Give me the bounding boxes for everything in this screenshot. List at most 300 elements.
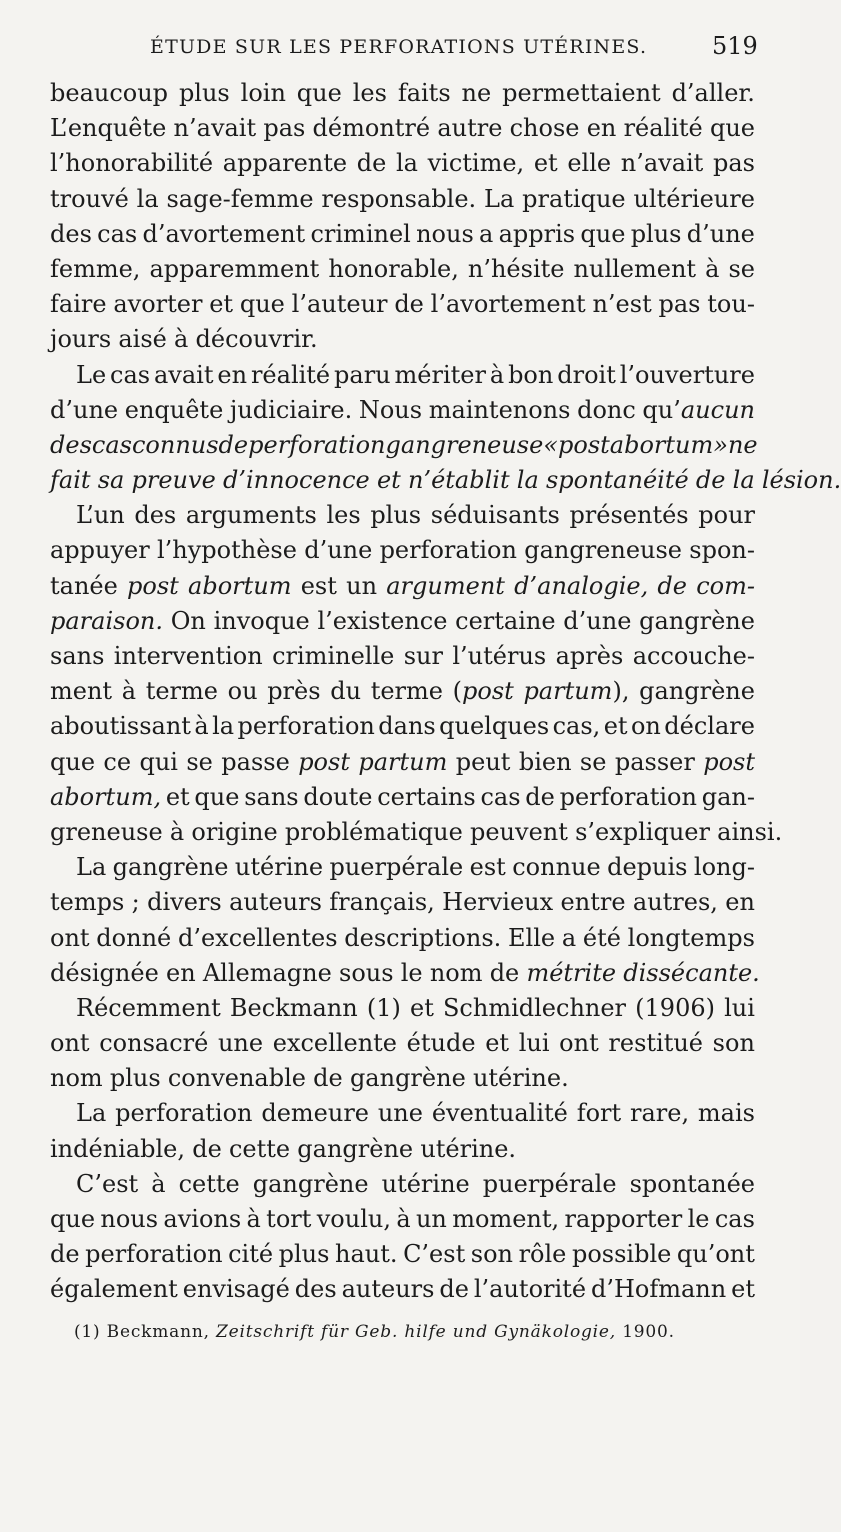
text-line [50, 498, 755, 533]
word: ainsi. [717, 817, 783, 846]
word: paru [334, 360, 391, 389]
word: femme, [50, 254, 141, 283]
text-line [50, 428, 758, 463]
word: criminel [310, 219, 411, 248]
word: à [194, 712, 209, 741]
word: Elle [508, 923, 556, 952]
text-line [50, 1237, 755, 1272]
word: perforation [85, 1240, 223, 1269]
word: convenable [167, 1064, 306, 1093]
word: depuis [607, 853, 688, 882]
word: présentés [569, 501, 689, 530]
text-line [50, 217, 755, 252]
word: post [558, 430, 610, 459]
word: Beckmann [229, 993, 358, 1022]
word: nous [100, 1205, 159, 1233]
page-header [0, 32, 800, 76]
word: des [50, 219, 92, 248]
word: qu’aucun [642, 395, 755, 424]
word: jours [50, 325, 112, 354]
word: n’avait [620, 149, 704, 178]
word: post [703, 747, 755, 776]
text-line [50, 146, 755, 181]
word: bien [518, 747, 572, 776]
word: donc [577, 395, 636, 424]
word: plus [278, 1240, 330, 1269]
word: honorable, [328, 254, 459, 283]
word: de [313, 1064, 343, 1093]
word: une [217, 1029, 264, 1058]
word: cité [228, 1240, 274, 1269]
word: cas, [552, 712, 601, 741]
word: d’excellentes [177, 923, 338, 952]
word: bon [508, 360, 554, 389]
word: « [543, 430, 559, 459]
word: d’aller. [671, 79, 755, 107]
word: et [409, 993, 434, 1022]
body-text [50, 76, 841, 1308]
text-line [50, 674, 755, 709]
word: donné [96, 923, 172, 952]
word: terme [145, 677, 218, 706]
word: de [50, 1240, 80, 1269]
word: de [394, 290, 424, 319]
word: que [50, 1205, 96, 1233]
word: Le [76, 360, 107, 389]
word: spontanéité [545, 466, 689, 495]
text-line [50, 463, 841, 498]
word: démontré [312, 114, 431, 143]
word: envisagé [182, 1275, 290, 1304]
word: étude [406, 1029, 476, 1058]
word: trouvé [50, 184, 129, 213]
word: (post [452, 677, 514, 706]
word: que [580, 219, 626, 248]
text-line [50, 709, 755, 744]
word: avions [163, 1205, 242, 1233]
word: et [376, 466, 401, 495]
word: le [687, 1205, 710, 1233]
word: origine [191, 817, 278, 846]
word: connus [131, 430, 219, 459]
word: des [50, 430, 92, 459]
text-line [50, 1096, 755, 1131]
word: la [732, 466, 755, 495]
word: (1906) [635, 993, 715, 1022]
word: de [657, 571, 687, 600]
word: ; [131, 888, 140, 917]
text-line [50, 287, 755, 322]
word: d’une [563, 606, 632, 635]
word: passer [614, 747, 695, 776]
word: spon- [689, 536, 755, 565]
word: découvrir. [195, 325, 318, 354]
word: et [485, 1029, 510, 1058]
word: perforation [559, 782, 697, 811]
word: spontanée [629, 1169, 755, 1198]
word: dans [378, 712, 436, 741]
word: temps [50, 888, 125, 917]
word: ont [50, 1029, 90, 1058]
text-line [50, 815, 783, 850]
word: de [192, 1134, 222, 1163]
text-line [50, 252, 755, 287]
text-line [50, 956, 760, 991]
word: problématique [284, 817, 463, 846]
word: tort [266, 1205, 312, 1233]
word: de [695, 466, 726, 495]
word: sa [97, 466, 125, 495]
word: français, [329, 888, 435, 917]
word: et [165, 782, 190, 811]
word: l’hypothèse [156, 536, 297, 565]
word: ne [461, 79, 492, 107]
word: demeure [261, 1099, 369, 1128]
word: gangrène [639, 677, 755, 706]
text-line [50, 533, 755, 568]
word: perforation [379, 536, 517, 565]
word: est [469, 853, 506, 882]
word: enquête [124, 395, 224, 424]
word: judiciaire. [229, 395, 353, 424]
word: de [218, 430, 249, 459]
word: La [76, 853, 107, 882]
word: réalité [623, 114, 703, 143]
word: rôle [518, 1240, 567, 1269]
word: pas [263, 114, 306, 143]
word: rapporter [564, 1205, 683, 1233]
word: est [300, 571, 337, 600]
word: abortum, [50, 782, 162, 811]
word: à [396, 1205, 411, 1233]
word: post [298, 747, 350, 776]
word: long- [693, 853, 755, 882]
word: de [439, 1275, 469, 1304]
word: avait [154, 360, 214, 389]
running-head: ÉTUDE SUR LES PERFORATIONS UTÉRINES. [150, 36, 648, 58]
word: de [525, 782, 555, 811]
word: d’Hofmann [590, 1275, 727, 1304]
word: se [579, 747, 607, 776]
word: d’une [686, 219, 755, 248]
word: plus [178, 79, 230, 107]
word: de [356, 149, 387, 178]
word: à [246, 1205, 261, 1233]
word: responsable. [321, 184, 477, 213]
word: désignée [50, 958, 159, 987]
word: plus [370, 501, 422, 530]
word: rare, [629, 1099, 690, 1128]
word: Schmidlechner [442, 993, 627, 1022]
word: C’est [76, 1169, 139, 1198]
word: passe [221, 747, 290, 776]
word: consacré [99, 1029, 209, 1058]
text-line [50, 850, 755, 885]
word: pas [712, 149, 755, 178]
word: une [377, 1099, 423, 1128]
word: après [555, 642, 624, 670]
word: sous [339, 958, 394, 987]
word: beaucoup [50, 79, 169, 107]
word: du [330, 677, 362, 706]
word: en [165, 958, 196, 987]
word: maintenons [428, 395, 571, 424]
word: puerpérale [329, 853, 464, 882]
word: utérine [381, 1169, 470, 1198]
footnote-prefix: (1) Beckmann, [74, 1322, 217, 1342]
word: (1) [366, 993, 401, 1022]
word: cette [178, 1169, 240, 1198]
word: séduisants [430, 501, 560, 530]
word: et [209, 290, 234, 319]
word: n’avait [173, 114, 257, 143]
text-line [50, 745, 755, 780]
word: possible [571, 1240, 672, 1269]
word: permettaient [502, 79, 661, 107]
word: pratique [522, 184, 626, 213]
word: pas [658, 290, 701, 319]
word: Allemagne [202, 958, 332, 987]
text-line [50, 1132, 755, 1167]
word: et [603, 712, 628, 741]
text-line [50, 639, 755, 674]
word: auteurs [229, 888, 322, 917]
word: ment [50, 677, 113, 706]
word: connue [512, 853, 601, 882]
word: l’honorabilité [50, 149, 214, 178]
word: intervention [113, 642, 263, 670]
word: voulu, [316, 1205, 391, 1233]
word: à [169, 817, 185, 846]
word: la [136, 184, 159, 213]
word: en [586, 114, 617, 143]
page-number: 519 [712, 32, 758, 60]
word: appris [498, 219, 576, 248]
word: lui [724, 993, 755, 1022]
word: la [516, 466, 539, 495]
word: n’est [592, 290, 652, 319]
word: mais [697, 1099, 755, 1128]
word: abortum [609, 430, 714, 459]
word: Hervieux [442, 888, 554, 917]
word: elle [567, 149, 612, 178]
word: cas [91, 430, 132, 459]
word: plus [630, 219, 682, 248]
word: preuve [131, 466, 216, 495]
word: se [186, 747, 213, 776]
word: n’établit [407, 466, 510, 495]
word: com- [696, 571, 755, 600]
word: pour [698, 501, 755, 530]
word: fort [576, 1099, 622, 1128]
text-line [50, 322, 755, 357]
word: ce [103, 747, 132, 776]
word: sage-femme [166, 184, 314, 213]
text-line [50, 604, 755, 639]
word: L’un [76, 501, 125, 530]
word: apparente [222, 149, 348, 178]
word: gangrène [639, 606, 755, 635]
word: certains [377, 782, 476, 811]
word: le [400, 958, 423, 987]
word: des [134, 501, 177, 530]
word: gangreneuse [524, 536, 683, 565]
word: son [712, 1029, 755, 1058]
word: partum), [523, 677, 630, 706]
word: arguments [185, 501, 317, 530]
word: été [582, 923, 621, 952]
word: que [709, 114, 755, 143]
word: post [127, 571, 179, 600]
footnote-journal: Zeitschrift für Geb. hilfe und Gynäkologie, [216, 1322, 616, 1342]
word: C’est [403, 1240, 466, 1269]
text-line [50, 1167, 755, 1202]
word: ou [227, 677, 258, 706]
word: sur [403, 642, 443, 670]
word: longtemps [627, 923, 755, 952]
word: fait [50, 466, 91, 495]
word: réalité [250, 360, 331, 389]
word: gangrène [252, 1169, 369, 1198]
word: qu’ont [676, 1240, 755, 1269]
text-line [50, 393, 755, 428]
word: a [479, 219, 494, 248]
word: se [728, 254, 755, 283]
word: on [630, 712, 661, 741]
text-line [50, 76, 755, 111]
word: ultérieure [633, 184, 755, 213]
word: cas [714, 1205, 755, 1233]
word: perforation [248, 430, 386, 459]
word: les [326, 501, 361, 530]
word: d’avortement [142, 219, 306, 248]
word: l’autorité [473, 1275, 587, 1304]
word: de [489, 958, 520, 987]
word: sans [244, 782, 299, 811]
word: L’enquête [50, 114, 167, 143]
word: indéniable, [50, 1134, 186, 1163]
word: gangrène [297, 1134, 414, 1163]
word: s’expliquer [575, 817, 710, 846]
word: greneuse [50, 817, 163, 846]
word: la [395, 149, 418, 178]
word: peut [455, 747, 511, 776]
word: avorter [113, 290, 203, 319]
word: l’existence [317, 606, 448, 635]
word: mériter [394, 360, 486, 389]
word: criminelle [272, 642, 395, 670]
word: loin [240, 79, 286, 107]
word: La [484, 184, 515, 213]
word: paraison. [50, 606, 163, 635]
word: que [239, 290, 285, 319]
word: gangrène [349, 1064, 466, 1093]
word: d’une [50, 395, 119, 424]
word: gan- [701, 782, 755, 811]
word: l’auteur [291, 290, 388, 319]
word: invoque [213, 606, 310, 635]
word: tou- [707, 290, 755, 319]
word: peuvent [469, 817, 568, 846]
word: appuyer [50, 536, 150, 565]
word: l’ouverture [619, 360, 755, 389]
word: nullement [573, 254, 697, 283]
word: les [352, 79, 387, 107]
text-line [50, 358, 755, 393]
word: et [731, 1275, 755, 1304]
word: éventualité [431, 1099, 568, 1128]
word: haut. [335, 1240, 398, 1269]
word: en [725, 888, 755, 917]
text-line [50, 780, 755, 815]
word: aboutissant [50, 712, 191, 741]
word: cette [228, 1134, 291, 1163]
word: descriptions. [344, 923, 502, 952]
word: entre [560, 888, 626, 917]
word: qui [139, 747, 178, 776]
word: La [76, 1099, 107, 1128]
text-line [50, 182, 755, 217]
word: métrite [526, 958, 617, 987]
word: ont [50, 923, 90, 952]
word: puerpérale [482, 1169, 617, 1198]
word: excellente [272, 1029, 397, 1058]
word: abortum [188, 571, 292, 600]
word: déclare [664, 712, 755, 741]
word: en [217, 360, 248, 389]
word: restitué [608, 1029, 704, 1058]
word: victime, [427, 149, 525, 178]
word: ne [727, 430, 758, 459]
word: cas [97, 219, 138, 248]
word: perforation [237, 712, 375, 741]
text-line [50, 1272, 755, 1307]
word: également [50, 1275, 178, 1304]
text-line [50, 885, 755, 920]
word: à [489, 360, 505, 389]
text-line [50, 1202, 755, 1237]
word: lui [518, 1029, 550, 1058]
word: d’analogie, [514, 571, 649, 600]
word: près [267, 677, 321, 706]
word: plus [109, 1064, 161, 1093]
word: gangrène [112, 853, 229, 882]
word: perforation [115, 1099, 253, 1128]
word: doute [303, 782, 373, 811]
word: son [470, 1240, 514, 1269]
word: sans [50, 642, 105, 670]
word: ont [559, 1029, 599, 1058]
word: accouche- [632, 642, 755, 670]
word: utérine. [472, 1064, 569, 1093]
word: chose [509, 114, 580, 143]
word: d’innocence [222, 466, 370, 495]
word: tanée [50, 571, 118, 600]
word: nous [416, 219, 474, 248]
text-line [50, 991, 755, 1026]
word: un [415, 1205, 447, 1233]
text-line [50, 1026, 755, 1061]
word: terme [370, 677, 443, 706]
word: cas [480, 782, 521, 811]
word: utérine [234, 853, 324, 882]
text-line [50, 921, 755, 956]
text-line [50, 1061, 755, 1096]
word: l’avortement [430, 290, 586, 319]
word: à [151, 1169, 166, 1198]
word: aisé [118, 325, 167, 354]
word: moment, [452, 1205, 560, 1233]
